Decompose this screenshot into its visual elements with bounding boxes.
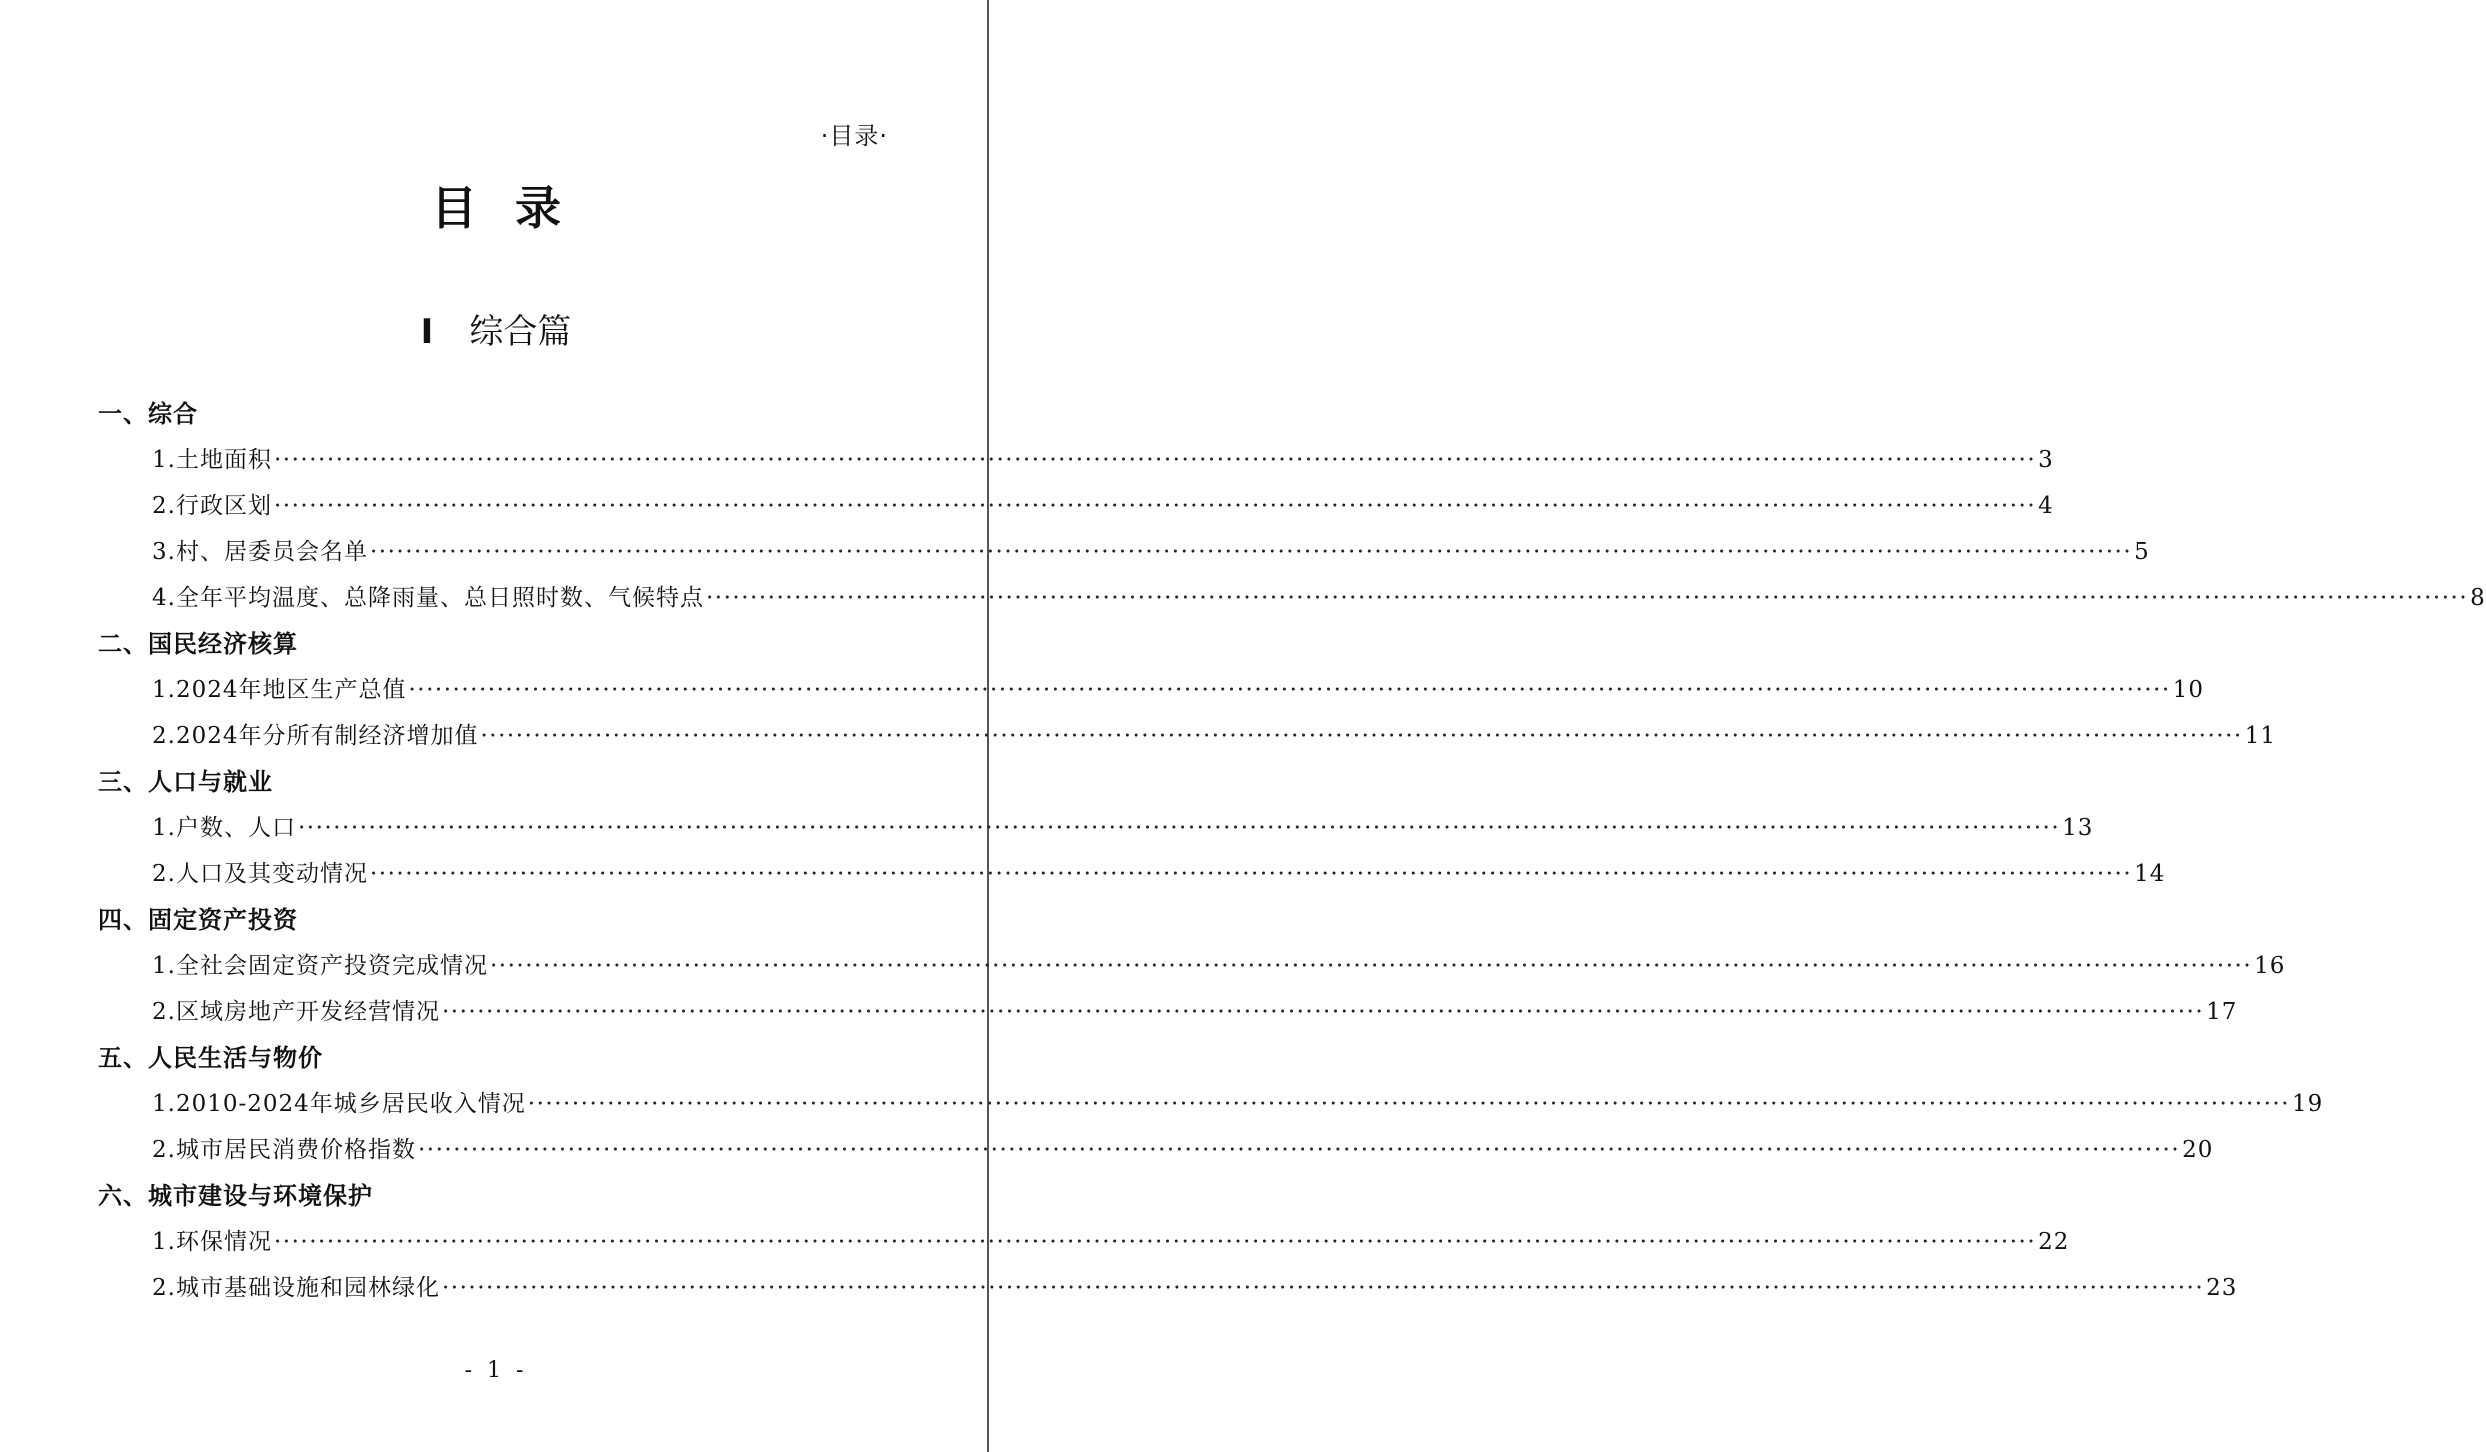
toc-entry-label: 1.环保情况: [152, 1229, 272, 1255]
toc-entry-page: 19: [2292, 1091, 2324, 1117]
toc-entry-label: 2.行政区划: [152, 493, 272, 519]
toc-entry-page: 14: [2134, 861, 2166, 887]
toc-section-heading: 三、人口与就业: [98, 768, 273, 796]
toc-entry-label: 2.2024年分所有制经济增加值: [152, 723, 479, 749]
toc-entry-page: 8: [2470, 585, 2486, 611]
page-title: 目录: [431, 181, 599, 235]
toc-entry-page: 16: [2254, 953, 2286, 979]
dot-leader: ········································································································································································································: [273, 1229, 2037, 1255]
dot-leader: ········································································································································································································: [417, 1137, 2181, 1163]
running-header: ·目录·: [820, 122, 888, 150]
toc-entry-label: 1.2024年地区生产总值: [152, 677, 407, 703]
toc-entry[interactable]: [98, 483, 2054, 529]
part-number: I: [420, 312, 434, 352]
toc-entry[interactable]: [98, 1219, 2070, 1265]
dot-leader: ········································································································································································································: [705, 585, 2469, 611]
toc-entry-page: 22: [2038, 1229, 2070, 1255]
toc-section-heading: 六、城市建设与环境保护: [98, 1182, 373, 1210]
toc-entry-page: 5: [2134, 539, 2150, 565]
toc-entry-page: 3: [2038, 447, 2054, 473]
dot-leader: ········································································································································································································: [480, 723, 2243, 749]
toc-entry[interactable]: [98, 805, 2094, 851]
dot-leader: ········································································································································································································: [408, 677, 2171, 703]
toc-entry-label: 1.2010-2024年城乡居民收入情况: [152, 1091, 526, 1117]
part-name: 综合篇: [469, 312, 572, 352]
toc-entry-label: 1.全社会固定资产投资完成情况: [152, 953, 488, 979]
table-of-contents: [98, 391, 2486, 1311]
toc-section-heading: 二、国民经济核算: [98, 630, 298, 658]
part-heading: [0, 304, 992, 353]
toc-entry-page: 13: [2062, 815, 2094, 841]
dot-leader: ········································································································································································································: [369, 539, 2133, 565]
toc-entry[interactable]: [98, 667, 2204, 713]
dot-leader: ········································································································································································································: [369, 861, 2133, 887]
toc-entry-label: 2.区域房地产开发经营情况: [152, 999, 440, 1025]
toc-entry-page: 17: [2206, 999, 2238, 1025]
toc-entry-label: 4.全年平均温度、总降雨量、总日照时数、气候特点: [152, 585, 704, 611]
toc-entry[interactable]: [98, 713, 2276, 759]
toc-section-heading: 五、人民生活与物价: [98, 1044, 323, 1072]
toc-entry-page: 4: [2038, 493, 2054, 519]
toc-entry[interactable]: [98, 943, 2286, 989]
dot-leader: ········································································································································································································: [441, 1275, 2205, 1301]
toc-entry[interactable]: [98, 437, 2054, 483]
dot-leader: ········································································································································································································: [441, 999, 2205, 1025]
toc-entry-label: 2.城市基础设施和园林绿化: [152, 1275, 440, 1301]
toc-entry[interactable]: [98, 851, 2166, 897]
page-number: - 1 -: [464, 1358, 528, 1383]
toc-entry-label: 1.户数、人口: [152, 815, 296, 841]
toc-entry[interactable]: [98, 1081, 2324, 1127]
dot-leader: ········································································································································································································: [527, 1091, 2291, 1117]
toc-entry[interactable]: [98, 575, 2486, 621]
toc-section-heading: 四、固定资产投资: [98, 906, 298, 934]
toc-section-heading: 一、综合: [98, 400, 198, 428]
toc-entry-page: 11: [2244, 723, 2276, 749]
toc-entry[interactable]: [98, 1265, 2238, 1311]
toc-entry-page: 20: [2182, 1137, 2214, 1163]
dot-leader: ········································································································································································································: [489, 953, 2253, 979]
dot-leader: ········································································································································································································: [273, 493, 2037, 519]
toc-entry-page: 23: [2206, 1275, 2238, 1301]
toc-entry-label: 3.村、居委员会名单: [152, 539, 368, 565]
toc-entry[interactable]: [98, 1127, 2214, 1173]
toc-entry-label: 2.城市居民消费价格指数: [152, 1137, 416, 1163]
dot-leader: ········································································································································································································: [297, 815, 2061, 841]
toc-entry-label: 1.土地面积: [152, 447, 272, 473]
toc-entry[interactable]: [98, 529, 2150, 575]
toc-entry-label: 2.人口及其变动情况: [152, 861, 368, 887]
dot-leader: ········································································································································································································: [273, 447, 2037, 473]
toc-entry[interactable]: [98, 989, 2238, 1035]
toc-entry-page: 10: [2172, 677, 2204, 703]
